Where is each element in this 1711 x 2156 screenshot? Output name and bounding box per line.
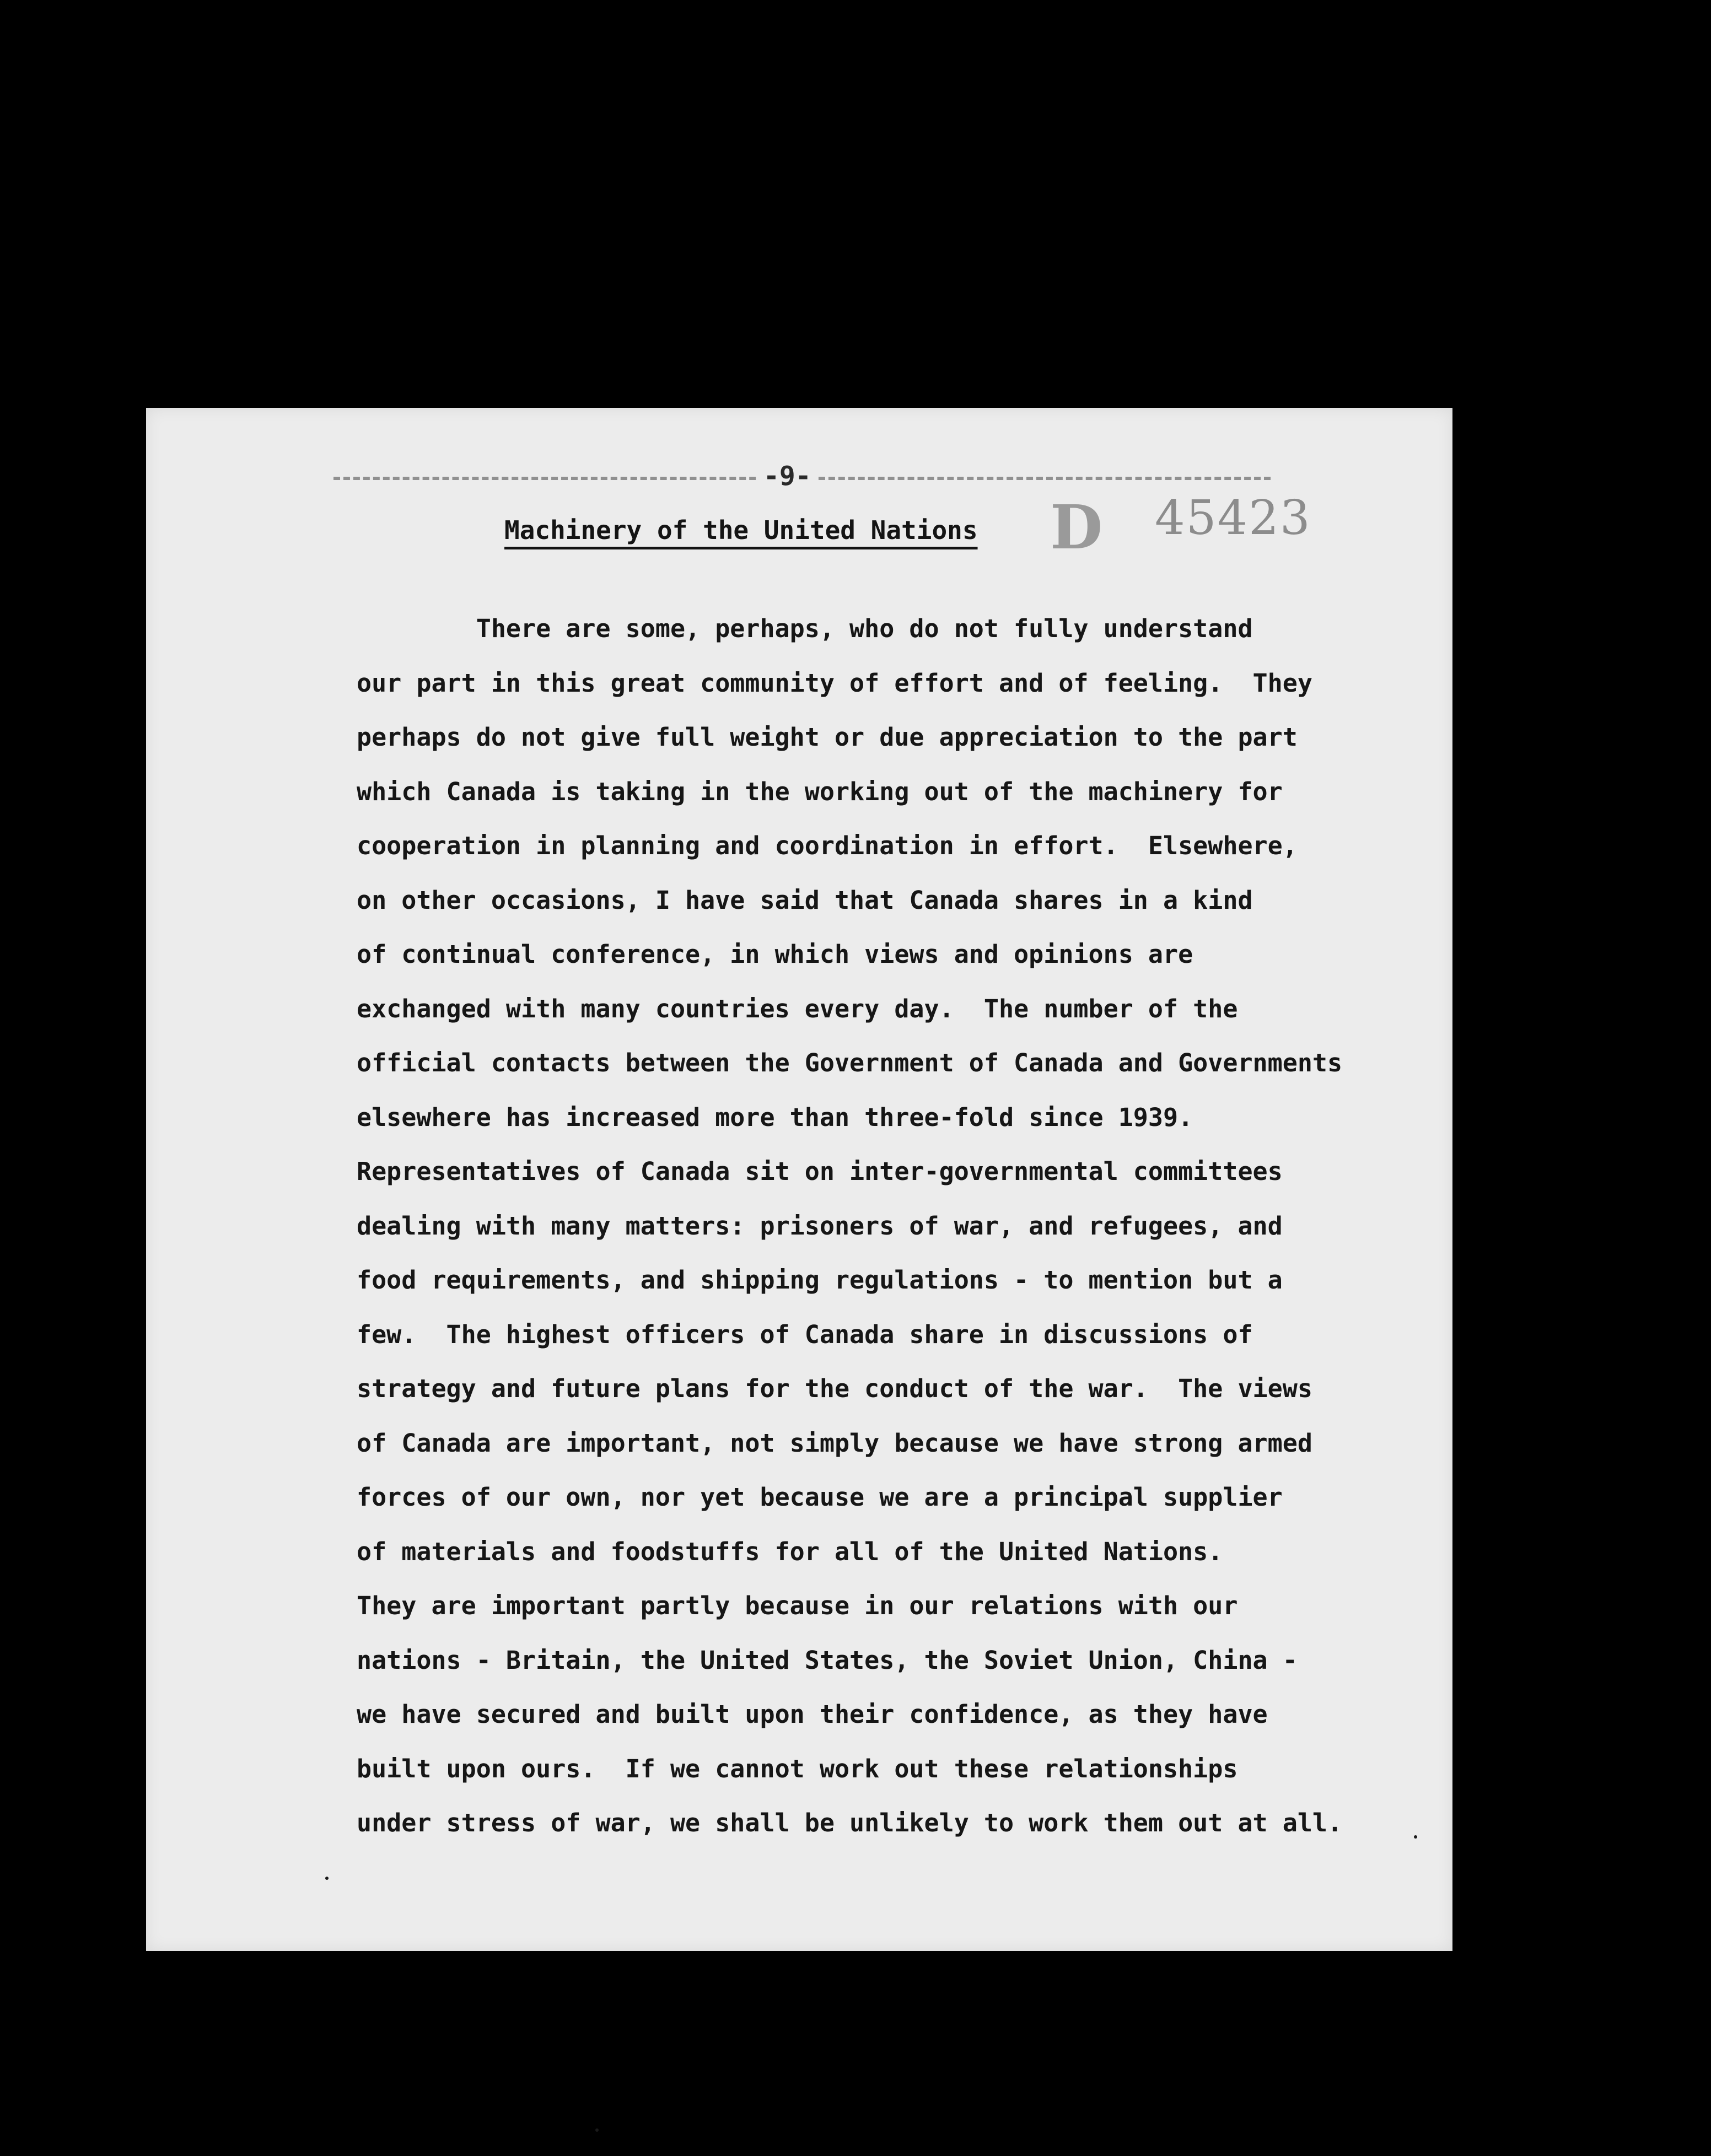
document-page [146, 408, 1452, 1951]
text-line: few. The highest officers of Canada share in discussions of [357, 1319, 1253, 1349]
text-line: exchanged with many countries every day. The number of the [357, 994, 1238, 1023]
text-line: on other occasions, I have said that Canada shares in a kind [357, 885, 1253, 915]
archive-stamp-letter: D [1050, 492, 1103, 563]
text-line: of continual conference, in which views and opinions are [357, 940, 1193, 969]
archive-stamp-number: 45423 [1155, 491, 1311, 546]
text-line: There are some, perhaps, who do not fully understand [357, 614, 1253, 643]
text-line: cooperation in planning and coordination in effort. Elsewhere, [357, 831, 1298, 860]
text-line: elsewhere has increased more than three-fold since 1939. [357, 1102, 1193, 1132]
text-line: They are important partly because in our relations with our [357, 1591, 1238, 1620]
text-line: strategy and future plans for the conduct of the war. The views [357, 1374, 1312, 1403]
text-line: official contacts between the Government of Canada and Governments [357, 1048, 1343, 1077]
text-line: forces of our own, nor yet because we are a principal supplier [357, 1483, 1283, 1512]
paper-speck [325, 1877, 329, 1880]
body-paragraph [357, 602, 1459, 1851]
section-heading: Machinery of the United Nations [504, 515, 978, 545]
text-line: Representatives of Canada sit on inter-governmental committees [357, 1157, 1283, 1186]
page-number: -9- [758, 461, 817, 492]
film-speck [595, 2128, 599, 2132]
text-line: we have secured and built upon their confidence, as they have [357, 1700, 1268, 1729]
text-line: food requirements, and shipping regulations - to mention but a [357, 1265, 1283, 1295]
text-line: which Canada is taking in the working out of the machinery for [357, 777, 1283, 806]
text-line: of materials and foodstuffs for all of the United Nations. [357, 1537, 1223, 1566]
text-line: nations - Britain, the United States, the Soviet Union, China - [357, 1645, 1298, 1675]
text-line: perhaps do not give full weight or due appreciation to the part [357, 723, 1298, 752]
paper-speck [1414, 1835, 1417, 1839]
text-line: of Canada are important, not simply because we have strong armed [357, 1428, 1312, 1458]
text-line: our part in this great community of effort and of feeling. They [357, 668, 1312, 698]
text-line: under stress of war, we shall be unlikely to work them out at all. [357, 1808, 1343, 1837]
text-line: built upon ours. If we cannot work out these relationships [357, 1754, 1238, 1783]
text-line: dealing with many matters: prisoners of war, and refugees, and [357, 1211, 1283, 1241]
